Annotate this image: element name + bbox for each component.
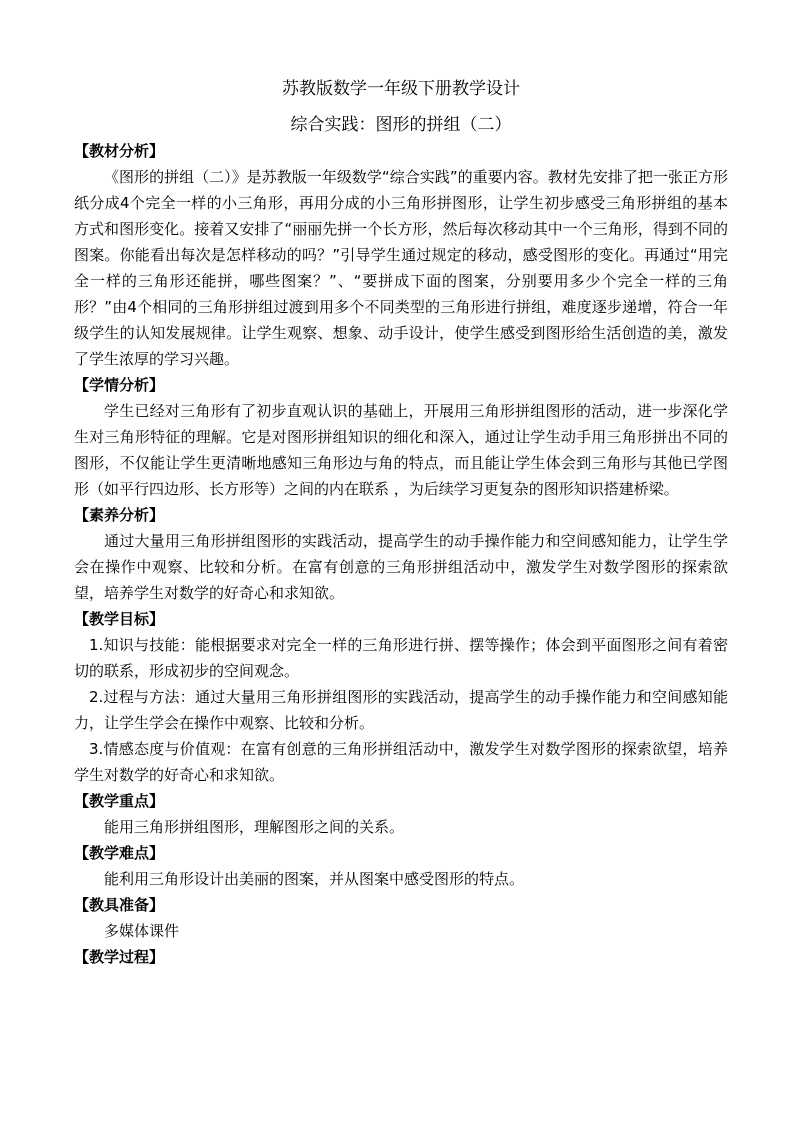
- section-learner-analysis: [74, 372, 728, 502]
- section-literacy-analysis: [74, 502, 728, 606]
- section-heading: 【教学重点】: [74, 792, 165, 810]
- section-textbook-analysis: [74, 138, 728, 372]
- section-heading: 【教学难点】: [74, 844, 165, 862]
- section-heading: 【教材分析】: [74, 142, 165, 160]
- goal-item: 1.知识与技能：能根据要求对完全一样的三角形进行拼、摆等操作；体会到平面图形之间有着密切的联系，形成初步的空间观念。: [74, 636, 728, 680]
- goal-item: 2.过程与方法：通过大量用三角形拼组图形的实践活动，提高学生的动手操作能力和空间感知能力，让学生学会在操作中观察、比较和分析。: [74, 688, 728, 732]
- section-body: 《图形的拼组（二）》是苏教版一年级数学“综合实践”的重要内容。教材先安排了把一张正方形纸分成4个完全一样的小三角形，再用分成的小三角形拼图形，让学生初步感受三角形拼组的基本方式和图形变化。接着又安排了“丽丽先拼一个长方形，然后每次移动其中一个三角形，得到不同的图案。你能看出每次是怎样移动的吗？”引导学生通过规定的移动，感受图形的变化。再通过“用完全一样的三角形还能拼，哪些图案？”、“要拼成下面的图案，分别要用多少个完全一样的三角形？”由4个相同的三角形拼组过渡到用多个不同类型的三角形进行拼组，难度逐步递增，符合一年级学生的认知发展规律。让学生观察、想象、动手设计，使学生感受到图形给生活创造的美，激发了学生浓厚的学习兴趣。: [74, 168, 728, 368]
- section-body: 能利用三角形设计出美丽的图案，并从图案中感受图形的特点。: [104, 870, 525, 888]
- goal-item: 3.情感态度与价值观：在富有创意的三角形拼组活动中，激发学生对数学图形的探索欲望，培养学生对数学的好奇心和求知欲。: [74, 740, 728, 784]
- section-body: 能用三角形拼组图形，理解图形之间的关系。: [104, 818, 405, 836]
- section-teaching-goals: [74, 606, 728, 788]
- section-tools: [74, 892, 728, 944]
- section-difficulty: [74, 840, 728, 892]
- section-heading: 【教具准备】: [74, 896, 165, 914]
- section-teaching-process: [74, 944, 728, 970]
- document-subtitle: 综合实践：图形的拼组（二）: [290, 115, 512, 135]
- section-heading: 【教学目标】: [74, 610, 165, 628]
- section-heading: 【素养分析】: [74, 506, 165, 524]
- section-key-point: [74, 788, 728, 840]
- section-body: 学生已经对三角形有了初步直观认识的基础上，开展用三角形拼组图形的活动，进一步深化学生对三角形特征的理解。它是对图形拼组知识的细化和深入，通过让学生动手用三角形拼出不同的图形，不仅能让学生更清晰地感知三角形边与角的特点，而且能让学生体会到三角形与其他已学图形（如平行四边形、长方形等）之间的内在联系 ，为后续学习更复杂的图形知识搭建桥梁。: [74, 402, 728, 498]
- section-heading: 【教学过程】: [74, 948, 165, 966]
- section-body: 多媒体课件: [104, 922, 180, 940]
- document-title: 苏教版数学一年级下册教学设计: [282, 79, 520, 99]
- section-body: 通过大量用三角形拼组图形的实践活动，提高学生的动手操作能力和空间感知能力，让学生学会在操作中观察、比较和分析。在富有创意的三角形拼组活动中，激发学生对数学图形的探索欲望，培养学生对数学的好奇心和求知欲。: [74, 532, 728, 602]
- section-heading: 【学情分析】: [74, 376, 165, 394]
